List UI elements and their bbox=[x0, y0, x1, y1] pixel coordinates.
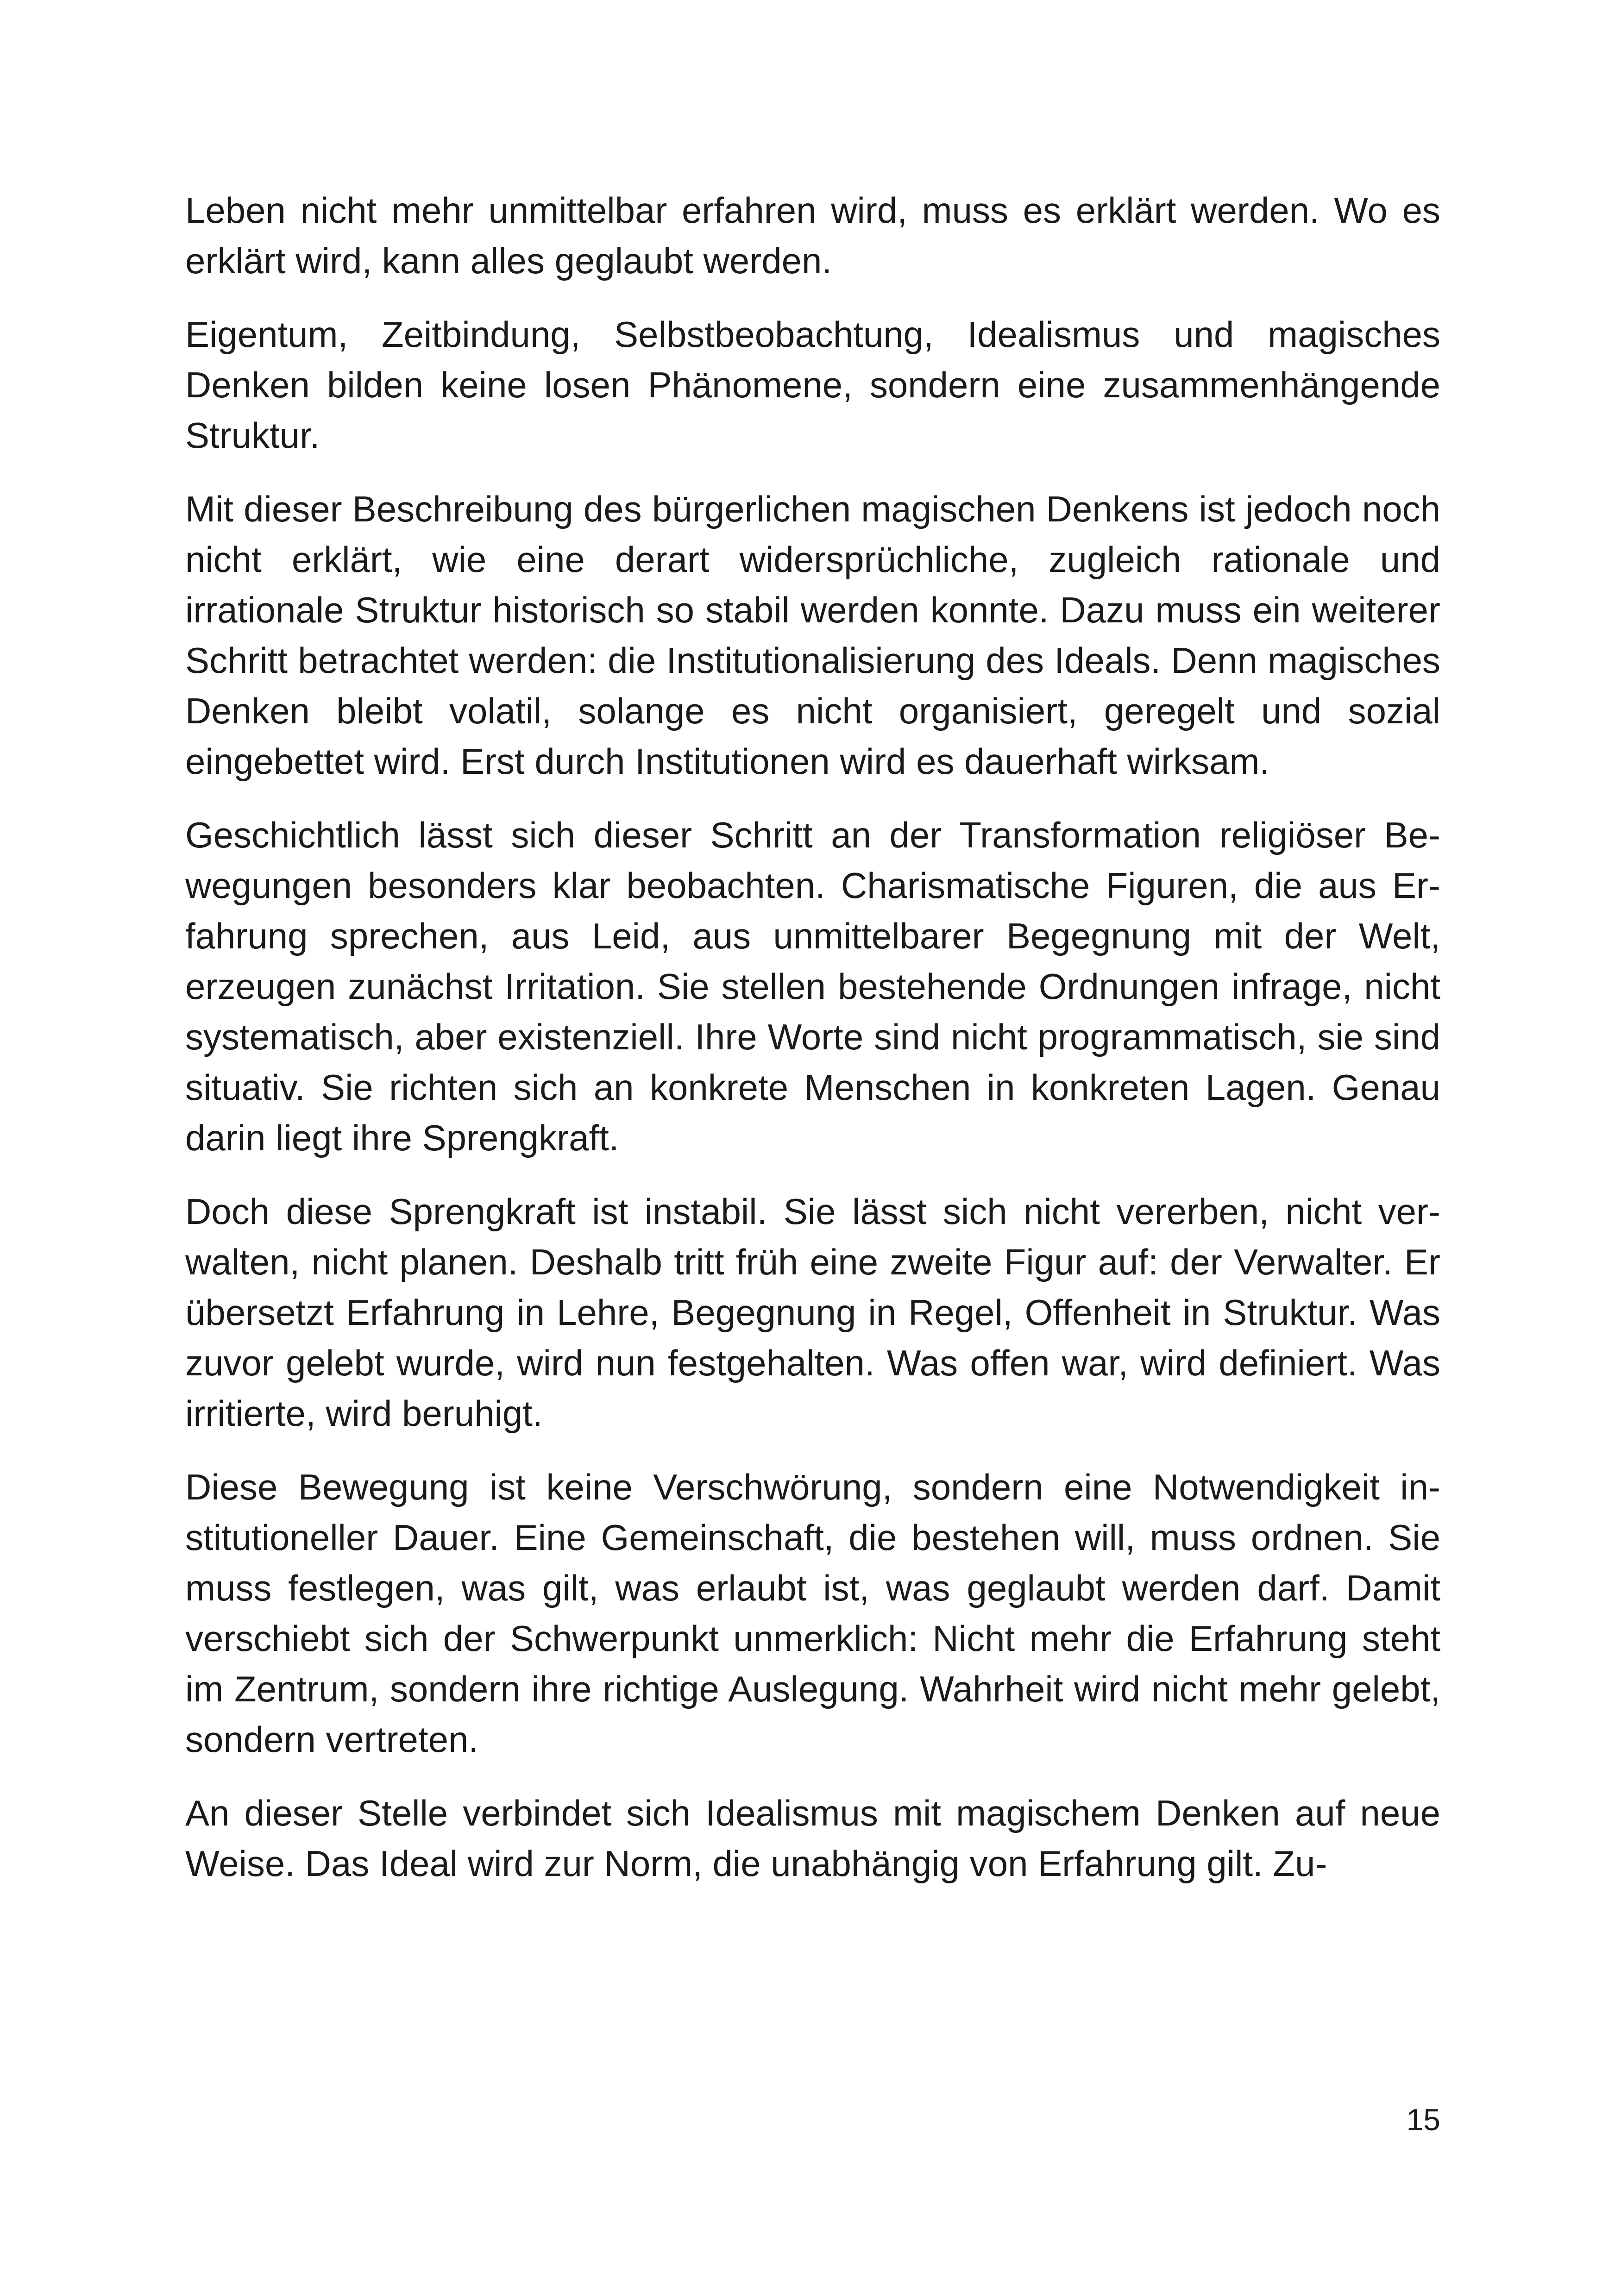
paragraph-6: Diese Bewegung ist keine Verschwörung, sondern eine Notwendigkeit institutioneller Dauer. Eine Gemeinschaft, die bestehen will, muss ordnen. Sie muss festlegen, was gilt, was erlaubt ist, was geglaubt werden darf. Damit verschiebt sich der Schwerpunkt unmerklich: Nicht mehr die Erfahrung steht im Zentrum, sondern ihre richtige Auslegung. Wahrheit wird nicht mehr gelebt, sondern vertreten. bbox=[185, 1467, 1440, 1760]
paragraph-3: Mit dieser Beschreibung des bürgerlichen magischen Denkens ist jedoch noch nicht erklärt, wie eine derart widersprüchliche, zugleich rationale und irrationale Struktur historisch so stabil werden konnte. Dazu muss ein weiterer Schritt betrachtet werden: die Institutionalisierung des Ideals. Denn magisches Denken bleibt volatil, solange es nicht organisiert, geregelt und sozial eingebettet wird. Erst durch Institutionen wird es dauerhaft wirksam. bbox=[185, 489, 1440, 782]
paragraph-5: Doch diese Sprengkraft ist instabil. Sie lässt sich nicht vererben, nicht verwalten, nicht planen. Deshalb tritt früh eine zweite Figur auf: der Verwalter. Er übersetzt Erfahrung in Lehre, Begegnung in Regel, Offenheit in Struktur. Was zuvor gelebt wurde, wird nun festgehalten. Was offen war, wird definiert. Was irritierte, wird beruhigt. bbox=[185, 1191, 1440, 1434]
body-text bbox=[185, 185, 1440, 1912]
paragraph-4: Geschichtlich lässt sich dieser Schritt an der Transformation religiöser Bewegungen besonders klar beobachten. Charismatische Figuren, die aus Erfahrung sprechen, aus Leid, aus unmittelbarer Begegnung mit der Welt, erzeugen zunächst Irritation. Sie stellen bestehende Ordnungen infrage, nicht systematisch, aber existenziell. Ihre Worte sind nicht programmatisch, sie sind situativ. Sie richten sich an konkrete Menschen in konkreten Lagen. Genau darin liegt ihre Sprengkraft. bbox=[185, 815, 1440, 1158]
page-number: 15 bbox=[1406, 2102, 1440, 2137]
paragraph-7: An dieser Stelle verbindet sich Idealismus mit magischem Denken auf neue Weise. Das Ideal wird zur Norm, die unabhängig von Erfahrung gilt. Zu- bbox=[185, 1793, 1440, 1884]
paragraph-1: Leben nicht mehr unmittelbar erfahren wird, muss es erklärt werden. Wo es erklärt wird, kann alles geglaubt werden. bbox=[185, 190, 1440, 281]
paragraph-2: Eigentum, Zeitbindung, Selbstbeobachtung, Idealismus und magisches Denken bilden keine losen Phänomene, sondern eine zusammenhängende Struktur. bbox=[185, 314, 1440, 456]
